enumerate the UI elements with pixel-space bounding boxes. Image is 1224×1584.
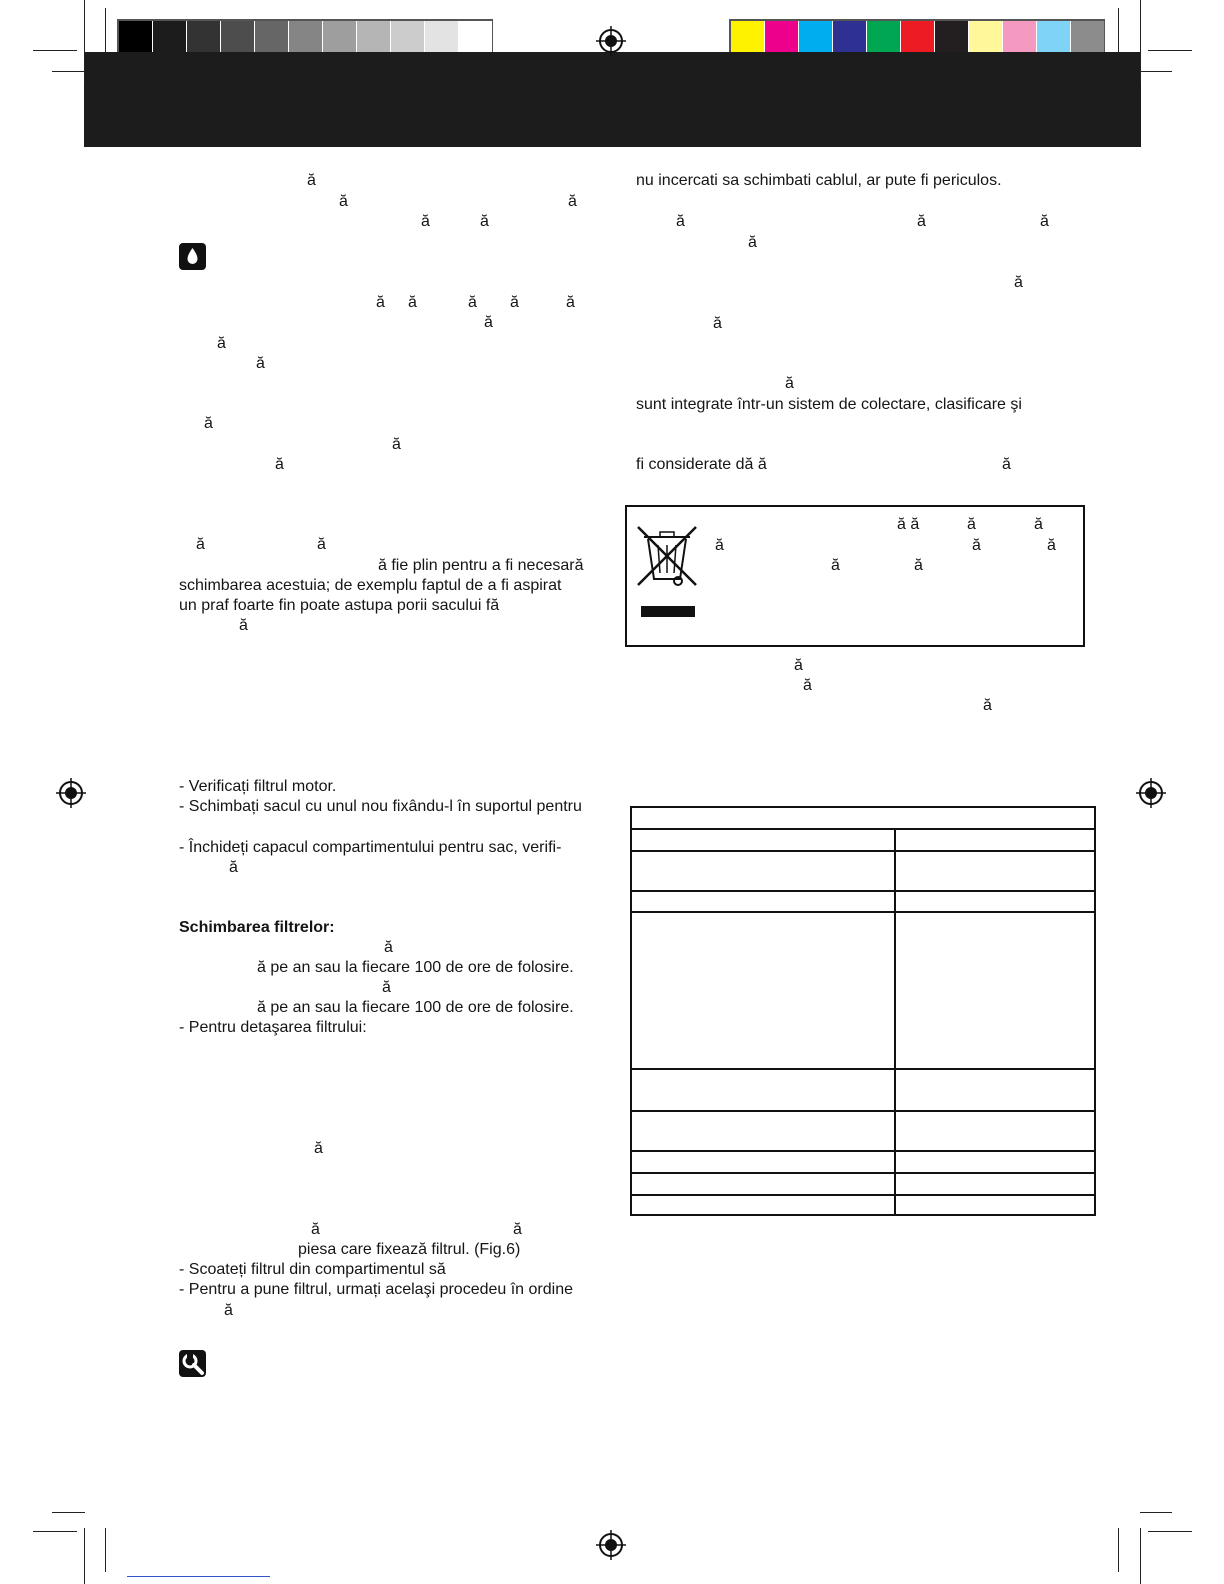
- footer-rule: [127, 1576, 270, 1577]
- left-text: - Pentru a pune filtrul, urmați acelaşi procedeu în ordine: [179, 1281, 573, 1298]
- crop-mark: [1140, 71, 1172, 72]
- left-text: un praf foarte fin poate astupa porii sacului fă: [179, 597, 500, 614]
- left-text: ă: [376, 294, 385, 311]
- right-text: ă: [676, 213, 685, 230]
- notice-text: ă: [914, 557, 923, 574]
- left-text: ă: [339, 193, 348, 210]
- left-text: ă: [275, 456, 284, 473]
- color-swatch: [833, 21, 866, 56]
- left-text: ă fie plin pentru a fi necesară: [378, 557, 584, 574]
- left-text: ă: [513, 1221, 522, 1238]
- left-text: ă: [510, 294, 519, 311]
- color-swatch: [323, 21, 356, 56]
- left-text: ă: [408, 294, 417, 311]
- crossed-out-wheelie-bin-icon: [634, 523, 700, 623]
- left-text: ă: [311, 1221, 320, 1238]
- notice-text: ă: [972, 537, 981, 554]
- left-text: ă: [568, 193, 577, 210]
- color-swatch: [901, 21, 934, 56]
- color-swatch: [187, 21, 220, 56]
- right-text: ă: [983, 697, 992, 714]
- crop-mark: [52, 71, 85, 72]
- notice-text: ă ă: [897, 516, 920, 533]
- crop-mark: [105, 1528, 106, 1572]
- left-text: ă: [204, 415, 213, 432]
- color-swatch: [255, 21, 288, 56]
- crop-mark: [1118, 8, 1119, 52]
- left-text: ă: [317, 536, 326, 553]
- right-text: ă: [794, 657, 803, 674]
- right-text: ă: [1014, 274, 1023, 291]
- notice-text: ă: [967, 516, 976, 533]
- registration-target-icon: [1136, 778, 1166, 808]
- crop-mark: [1140, 1512, 1172, 1513]
- color-swatch: [391, 21, 424, 56]
- left-text: - Scoateți filtrul din compartimentul să: [179, 1261, 446, 1278]
- color-swatch: [425, 21, 458, 56]
- crop-mark: [1148, 50, 1192, 51]
- crop-mark: [84, 1528, 85, 1584]
- color-swatch: [289, 21, 322, 56]
- notice-text: ă: [831, 557, 840, 574]
- left-text: ă: [480, 213, 489, 230]
- notice-text: ă: [1034, 516, 1043, 533]
- right-text: ă: [748, 234, 757, 251]
- left-text: ă: [229, 859, 238, 876]
- left-text: - Schimbați sacul cu unul nou fixându-l în suportul pentru: [179, 798, 582, 815]
- left-text: ă: [217, 335, 226, 352]
- registration-target-icon: [596, 26, 626, 56]
- color-swatch: [799, 21, 832, 56]
- left-text: ă: [421, 213, 430, 230]
- right-text: ă: [917, 213, 926, 230]
- left-text: - Închideți capacul compartimentului pentru sac, verifi-: [179, 839, 562, 856]
- water-drop-icon: [179, 243, 206, 270]
- left-text: ă pe an sau la fiecare 100 de ore de folosire.: [257, 999, 574, 1016]
- color-swatch: [1071, 21, 1104, 56]
- registration-target-icon: [596, 1530, 626, 1560]
- color-swatch: [969, 21, 1002, 56]
- left-text: ă: [224, 1302, 233, 1319]
- color-swatch: [153, 21, 186, 56]
- color-swatch: [357, 21, 390, 56]
- color-swatch: [119, 21, 152, 56]
- left-text: schimbarea acestuia; de exemplu faptul de a fi aspirat: [179, 577, 562, 594]
- color-swatch: [1003, 21, 1036, 56]
- crop-mark: [1140, 1528, 1141, 1584]
- wrench-icon: [179, 1350, 206, 1377]
- right-text: ă: [713, 315, 722, 332]
- left-text: ă: [484, 314, 493, 331]
- left-text: ă: [566, 294, 575, 311]
- left-text: - Pentru detaşarea filtrului:: [179, 1019, 367, 1036]
- left-text: ă: [314, 1140, 323, 1157]
- crop-mark: [33, 1531, 77, 1532]
- left-text: piesa care fixează filtrul. (Fig.6): [298, 1241, 521, 1258]
- notice-text: ă: [1047, 537, 1056, 554]
- color-swatch: [1037, 21, 1070, 56]
- left-text: ă: [392, 436, 401, 453]
- troubleshooting-table: [630, 806, 1096, 1216]
- color-swatch: [935, 21, 968, 56]
- crop-mark: [1118, 1528, 1119, 1572]
- left-text: ă: [382, 979, 391, 996]
- right-text: ă: [803, 677, 812, 694]
- left-text: - Verificați filtrul motor.: [179, 778, 337, 795]
- color-swatch: [221, 21, 254, 56]
- left-text: ă pe an sau la fiecare 100 de ore de folosire.: [257, 959, 574, 976]
- crop-mark: [1148, 1531, 1192, 1532]
- header-band: [84, 52, 1141, 147]
- section-heading: Schimbarea filtrelor:: [179, 919, 335, 936]
- left-text: ă: [239, 617, 248, 634]
- right-text: fi considerate dă ă: [636, 456, 767, 473]
- left-text: ă: [468, 294, 477, 311]
- crop-mark: [33, 50, 77, 51]
- color-swatch: [765, 21, 798, 56]
- right-text: ă: [785, 375, 794, 392]
- color-swatch: [459, 21, 492, 56]
- right-text: nu incercati sa schimbati cablul, ar pute fi periculos.: [636, 172, 1002, 189]
- color-swatch: [731, 21, 764, 56]
- registration-target-icon: [56, 778, 86, 808]
- right-text: sunt integrate într-un sistem de colectare, clasificare şi: [636, 396, 1022, 413]
- left-text: ă: [384, 939, 393, 956]
- left-text: ă: [196, 536, 205, 553]
- crop-mark: [52, 1512, 85, 1513]
- color-swatch: [867, 21, 900, 56]
- crop-mark: [105, 8, 106, 52]
- left-text: ă: [256, 355, 265, 372]
- notice-text: ă: [715, 537, 724, 554]
- right-text: ă: [1040, 213, 1049, 230]
- right-text: ă: [1002, 456, 1011, 473]
- left-text: ă: [307, 172, 316, 189]
